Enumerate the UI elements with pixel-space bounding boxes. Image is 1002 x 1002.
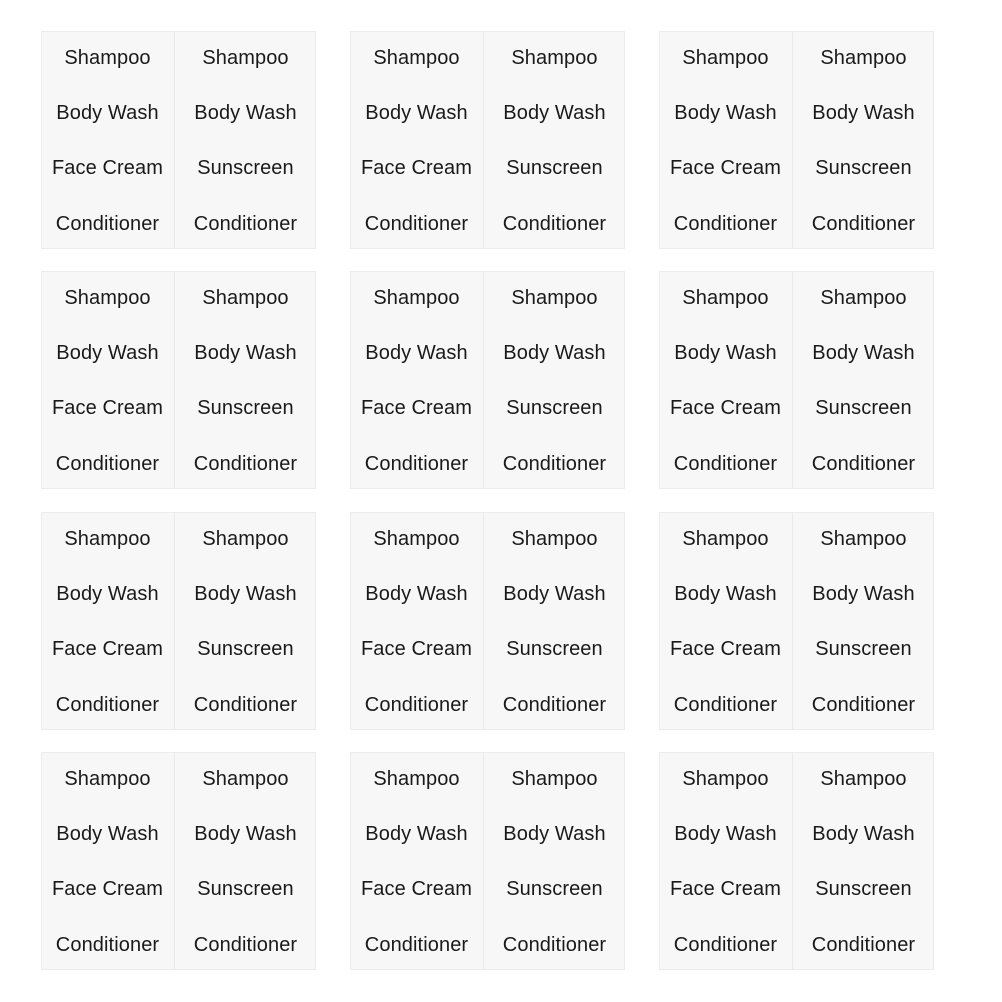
sticker-label: Body Wash — [194, 583, 297, 605]
sticker-label: Shampoo — [511, 768, 598, 790]
label-sheet — [350, 752, 625, 970]
sticker-label: Sunscreen — [815, 157, 912, 179]
sticker-label: Body Wash — [365, 102, 468, 124]
sticker-label: Shampoo — [682, 47, 769, 69]
sticker-label: Body Wash — [503, 102, 606, 124]
sticker-label: Face Cream — [51, 157, 164, 179]
sticker-label: Shampoo — [820, 528, 907, 550]
sticker-label: Shampoo — [64, 528, 151, 550]
sticker-label: Sunscreen — [197, 878, 294, 900]
sticker-label: Conditioner — [673, 934, 778, 956]
sticker-label: Sunscreen — [197, 157, 294, 179]
sticker-label: Conditioner — [811, 694, 916, 716]
sticker-label: Sunscreen — [815, 878, 912, 900]
label-sheet — [41, 271, 316, 489]
sticker-label: Conditioner — [811, 934, 916, 956]
sticker-label: Face Cream — [51, 638, 164, 660]
sticker-label: Conditioner — [502, 453, 607, 475]
sticker-label: Face Cream — [669, 157, 782, 179]
sticker-label: Sunscreen — [197, 397, 294, 419]
sticker-label: Shampoo — [373, 528, 460, 550]
sticker-label: Shampoo — [682, 528, 769, 550]
label-sheet — [41, 31, 316, 249]
sticker-label: Body Wash — [812, 102, 915, 124]
sticker-label: Body Wash — [812, 342, 915, 364]
sticker-label: Face Cream — [51, 397, 164, 419]
label-sheet — [659, 31, 934, 249]
sticker-label: Body Wash — [56, 102, 159, 124]
sticker-label: Sunscreen — [506, 638, 603, 660]
sticker-label: Face Cream — [669, 397, 782, 419]
sticker-label: Body Wash — [365, 583, 468, 605]
sticker-label: Body Wash — [503, 342, 606, 364]
sticker-label: Body Wash — [812, 583, 915, 605]
sticker-label: Conditioner — [364, 453, 469, 475]
sticker-label: Conditioner — [502, 934, 607, 956]
sticker-label: Conditioner — [502, 213, 607, 235]
sticker-label: Body Wash — [56, 342, 159, 364]
sticker-label: Conditioner — [673, 453, 778, 475]
sticker-label: Conditioner — [193, 934, 298, 956]
sticker-label: Face Cream — [360, 397, 473, 419]
sticker-label: Sunscreen — [506, 397, 603, 419]
sticker-label: Body Wash — [194, 342, 297, 364]
sticker-label: Body Wash — [674, 342, 777, 364]
sticker-label: Shampoo — [511, 47, 598, 69]
sticker-label: Body Wash — [56, 823, 159, 845]
sticker-label: Shampoo — [202, 528, 289, 550]
sticker-label: Shampoo — [373, 287, 460, 309]
sticker-label: Body Wash — [194, 823, 297, 845]
sticker-label: Conditioner — [811, 453, 916, 475]
sticker-label: Face Cream — [360, 157, 473, 179]
sticker-label: Shampoo — [373, 47, 460, 69]
sticker-label: Conditioner — [364, 213, 469, 235]
label-sheet — [350, 271, 625, 489]
sticker-label: Sunscreen — [815, 397, 912, 419]
sticker-label: Shampoo — [682, 768, 769, 790]
sticker-label: Body Wash — [674, 823, 777, 845]
sticker-label: Body Wash — [194, 102, 297, 124]
sticker-label: Face Cream — [669, 638, 782, 660]
label-sheet — [659, 512, 934, 730]
sticker-label: Body Wash — [503, 823, 606, 845]
label-sheet — [659, 271, 934, 489]
sticker-label: Shampoo — [511, 287, 598, 309]
sticker-label: Face Cream — [669, 878, 782, 900]
sticker-label: Conditioner — [193, 694, 298, 716]
sticker-label: Conditioner — [193, 213, 298, 235]
sticker-label: Body Wash — [812, 823, 915, 845]
sticker-label: Conditioner — [193, 453, 298, 475]
sticker-label: Face Cream — [360, 878, 473, 900]
label-sheet — [41, 512, 316, 730]
label-sheet — [350, 31, 625, 249]
sticker-label: Shampoo — [202, 287, 289, 309]
sticker-label: Shampoo — [511, 528, 598, 550]
sticker-label: Conditioner — [364, 694, 469, 716]
sticker-label: Face Cream — [51, 878, 164, 900]
sticker-label: Body Wash — [365, 823, 468, 845]
sticker-label: Shampoo — [64, 47, 151, 69]
sticker-label: Body Wash — [674, 583, 777, 605]
sticker-label: Shampoo — [820, 47, 907, 69]
sticker-label: Shampoo — [64, 287, 151, 309]
sticker-label: Shampoo — [820, 287, 907, 309]
sticker-label: Face Cream — [360, 638, 473, 660]
sticker-label: Conditioner — [502, 694, 607, 716]
sticker-label: Sunscreen — [506, 157, 603, 179]
sticker-label: Sunscreen — [815, 638, 912, 660]
sticker-label: Conditioner — [673, 213, 778, 235]
sticker-label: Conditioner — [55, 934, 160, 956]
sticker-label: Body Wash — [674, 102, 777, 124]
sticker-label: Conditioner — [673, 694, 778, 716]
sticker-label: Sunscreen — [197, 638, 294, 660]
sticker-label: Body Wash — [56, 583, 159, 605]
sticker-label: Shampoo — [202, 768, 289, 790]
sticker-label: Conditioner — [55, 213, 160, 235]
sticker-label: Shampoo — [64, 768, 151, 790]
sticker-label: Sunscreen — [506, 878, 603, 900]
sticker-label: Conditioner — [364, 934, 469, 956]
sticker-label: Conditioner — [811, 213, 916, 235]
sticker-label: Conditioner — [55, 453, 160, 475]
sticker-label: Shampoo — [202, 47, 289, 69]
label-sheet — [41, 752, 316, 970]
sticker-label: Body Wash — [365, 342, 468, 364]
label-sheet — [350, 512, 625, 730]
sticker-label: Conditioner — [55, 694, 160, 716]
label-sheet — [659, 752, 934, 970]
sticker-label: Shampoo — [373, 768, 460, 790]
sticker-label: Shampoo — [682, 287, 769, 309]
sticker-label: Shampoo — [820, 768, 907, 790]
sticker-label: Body Wash — [503, 583, 606, 605]
